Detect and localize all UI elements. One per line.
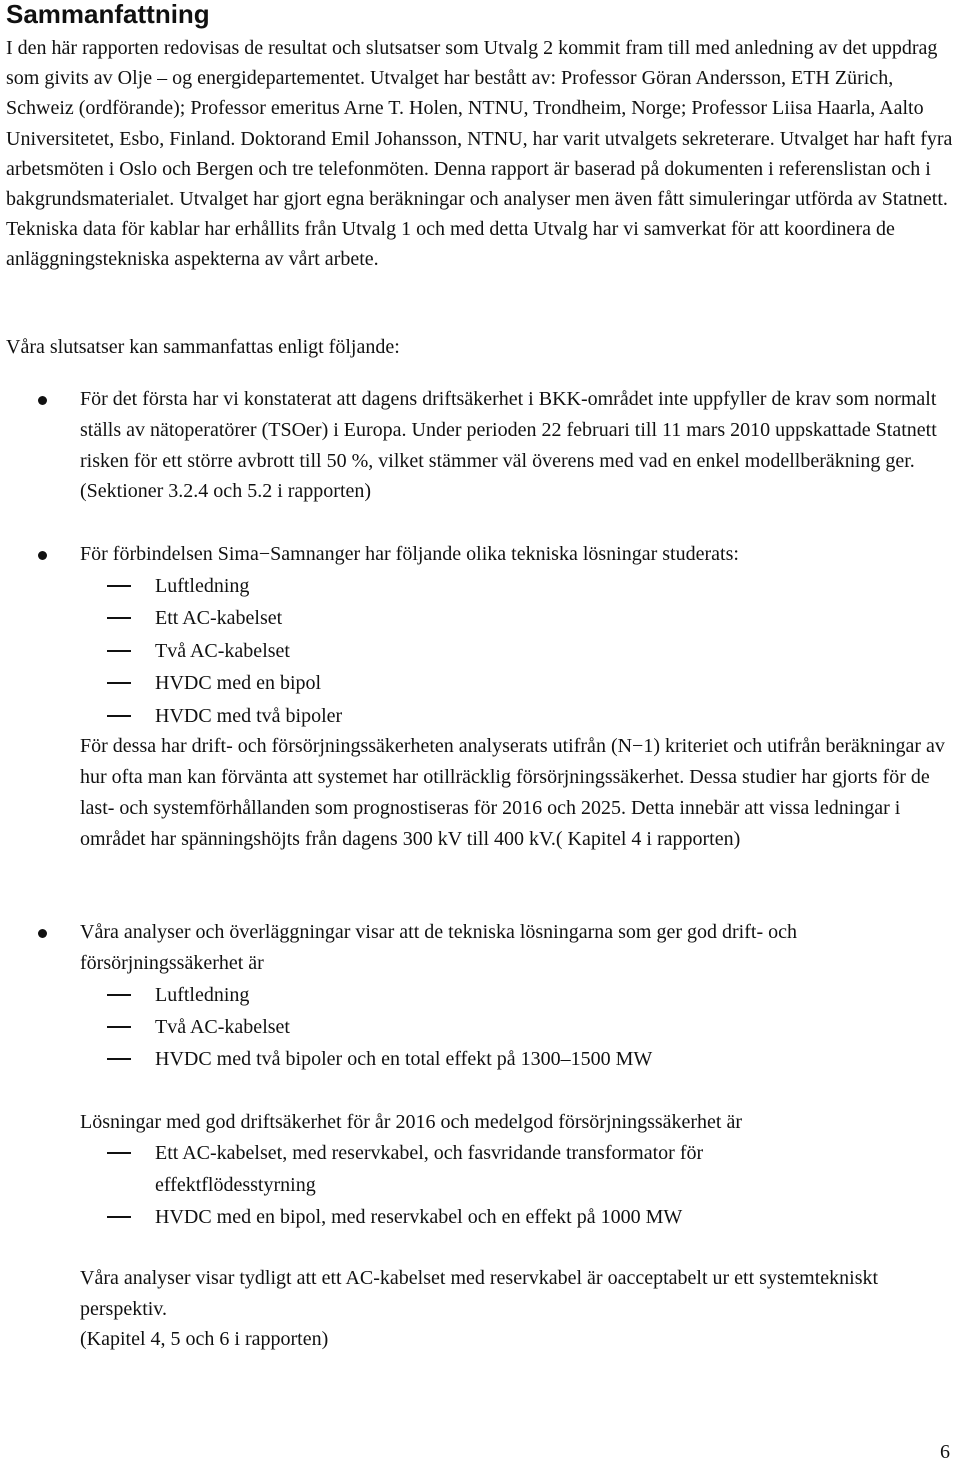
dash-marker xyxy=(107,1058,131,1060)
solution-label: Luftledning xyxy=(155,575,250,597)
section-heading: Sammanfattning xyxy=(6,0,210,29)
page-number: 6 xyxy=(940,1441,950,1463)
solution-label: Luftledning xyxy=(155,984,250,1006)
conclusions-lead: Våra slutsatser kan sammanfattas enligt följande: xyxy=(6,336,400,358)
dash-marker xyxy=(107,715,131,717)
solution-label: Två AC-kabelset xyxy=(155,640,290,662)
solution-item xyxy=(80,667,950,699)
good-solution-item xyxy=(80,1011,950,1043)
solution-item xyxy=(80,570,950,602)
bullet-2-text: För förbindelsen Sima−Samnanger har följande olika tekniska lösningar studerats: xyxy=(80,543,739,565)
medium-solution-item xyxy=(80,1137,950,1201)
dash-marker xyxy=(107,1026,131,1028)
good-solution-item xyxy=(80,1043,950,1075)
chapter-reference: (Kapitel 4, 5 och 6 i rapporten) xyxy=(80,1328,329,1350)
solution-label: HVDC med en bipol xyxy=(155,672,322,694)
bullet-1-text: För det första har vi konstaterat att dagens driftsäkerhet i BKK-området inte uppfyller de krav som normalt ställs av nätoperatörer (TSOer) i Europa. Under perioden 22 februari till 11 mars 2010 uppskattade Statnett risken för ett större avbrott till 50 %, vilket stämmer väl överens med vad en enkel modellberäkning ger. (Sektioner 3.2.4 och 5.2 i rapporten) xyxy=(80,388,937,503)
solution-item xyxy=(80,602,950,634)
bullet-2-analysis-text: För dessa har drift- och försörjningssäkerheten analyserats utifrån (N−1) kriteriet och utifrån beräkningar av hur ofta man kan förvänta att systemet har otillräcklig försörjningssäkerhet. Dessa studier har gjorts för de last- och systemförhållanden som prognostiseras för 2016 och 2025. Detta innebär att vissa ledningar i området har spänningshöjts från dagens 300 kV till 400 kV.( Kapitel 4 i rapporten) xyxy=(80,735,945,850)
bullet-3-text: Våra analyser och överläggningar visar att de tekniska lösningarna som ger god drift- och försörjningssäkerhet är xyxy=(80,921,797,974)
dash-marker xyxy=(107,617,131,619)
bullet-dot xyxy=(38,929,47,938)
intro-paragraph: I den här rapporten redovisas de resultat och slutsatser som Utvalg 2 kommit fram till med anledning av det uppdrag som givits av Olje – og energidepartementet. Utvalget har bestått av: Professor Göran Andersson, ETH Zürich, Schweiz (ordförande); Professor emeritus Arne T. Holen, NTNU, Trondheim, Norge; Professor Liisa Haarla, Aalto Universitetet, Esbo, Finland. Doktorand Emil Johansson, NTNU, har varit utvalgets sekreterare. Utvalget har haft fyra arbetsmöten i Oslo och Bergen och tre telefonmöten. Denna rapport är baserad på dokumenten i referenslistan och i bakgrundsmaterialet. Utvalget har gjort egna beräkningar och analyser men även fått simuleringar utförda av Statnett. Tekniska data för kablar har erhållits från Utvalg 1 och med detta Utvalg har vi samverkat för att koordinera de anläggningstekniska aspekterna av vårt arbete. xyxy=(6,37,953,271)
medium-solution-item xyxy=(80,1201,950,1233)
solution-item xyxy=(80,635,950,667)
dash-marker xyxy=(107,650,131,652)
solution-label: Ett AC-kabelset xyxy=(155,607,283,629)
ac-cable-verdict: Våra analyser visar tydligt att ett AC-kabelset med reservkabel är oacceptabelt ur ett systemtekniskt perspektiv. xyxy=(80,1267,879,1320)
dash-marker xyxy=(107,994,131,996)
solution-label: Ett AC-kabelset, med reservkabel, och fasvridande transformator för effektflödesstyrning xyxy=(155,1142,704,1196)
dash-marker xyxy=(107,1216,131,1218)
solution-label: Två AC-kabelset xyxy=(155,1016,290,1038)
medium-security-lead: Lösningar med god driftsäkerhet för år 2016 och medelgod försörjningssäkerhet är xyxy=(80,1111,743,1133)
bullet-dot xyxy=(38,551,47,560)
bullet-dot xyxy=(38,396,47,405)
solution-label: HVDC med en bipol, med reservkabel och en effekt på 1000 MW xyxy=(155,1206,683,1228)
dash-marker xyxy=(107,1152,131,1154)
dash-marker xyxy=(107,585,131,587)
solution-label: HVDC med två bipoler och en total effekt på 1300–1500 MW xyxy=(155,1048,653,1070)
solution-label: HVDC med två bipoler xyxy=(155,705,343,727)
good-solution-item xyxy=(80,979,950,1011)
solution-item xyxy=(80,700,950,732)
dash-marker xyxy=(107,682,131,684)
